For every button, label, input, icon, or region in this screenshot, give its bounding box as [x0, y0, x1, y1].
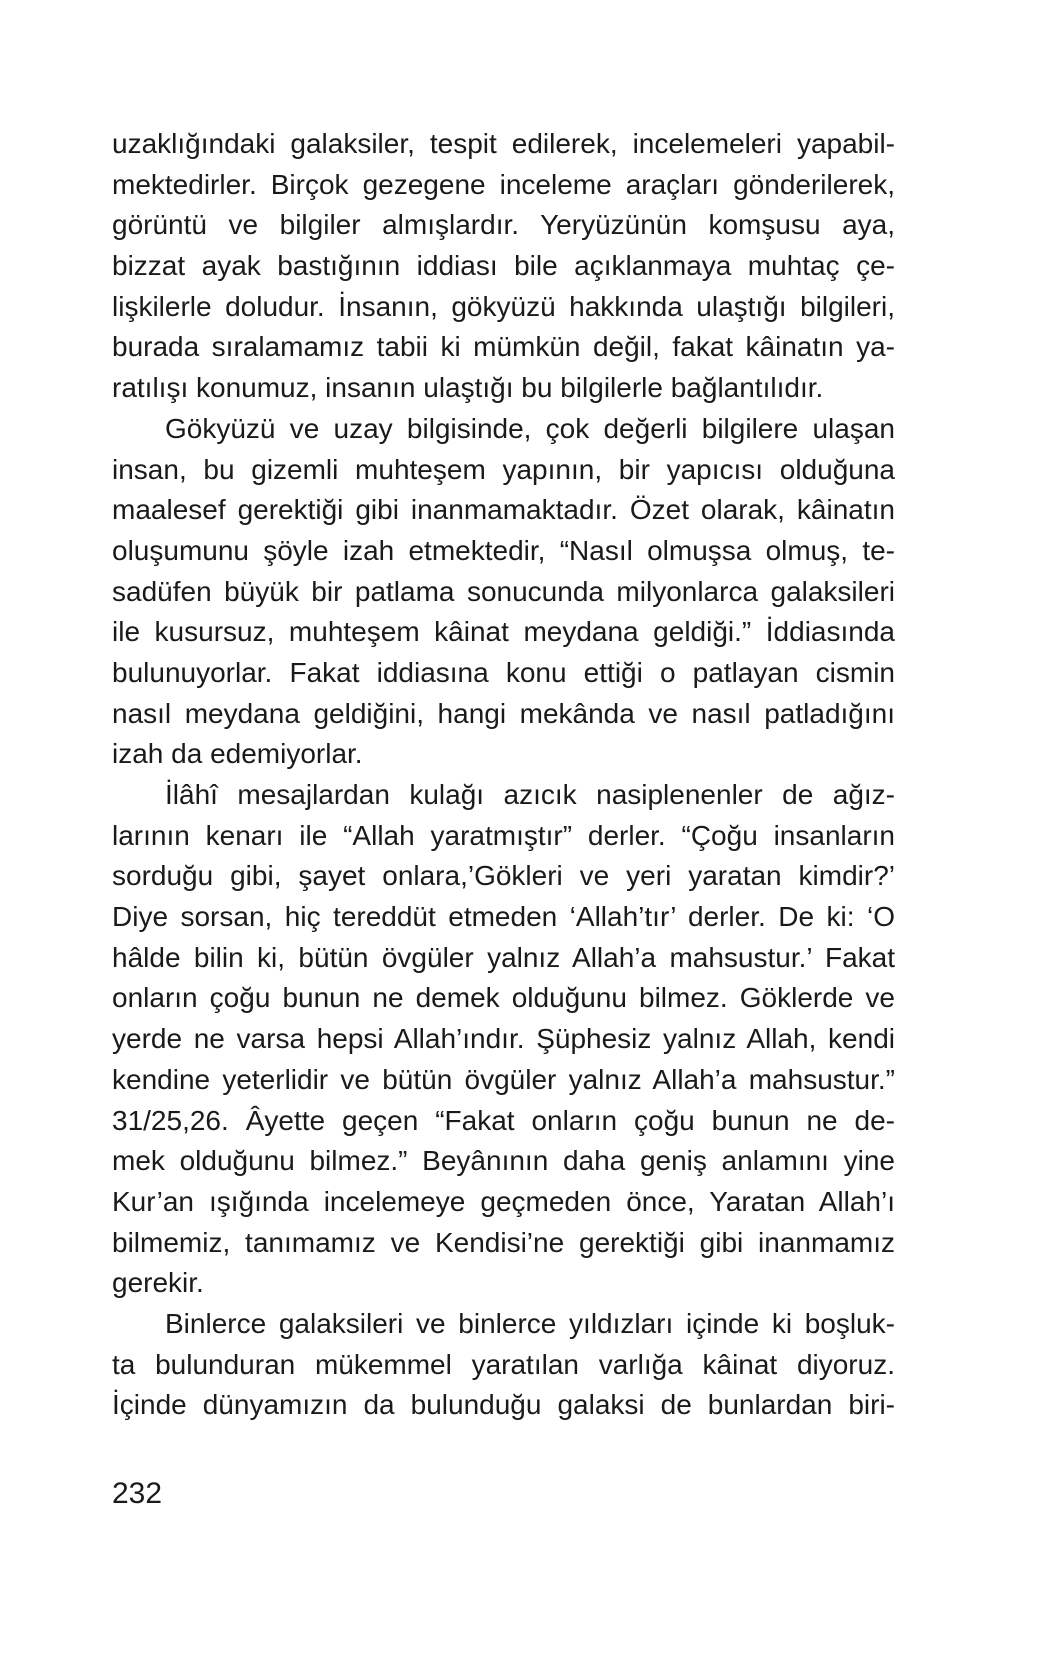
text-line: yerde ne varsa hepsi Allah’ındır. Şüphesiz yalnız Allah, kendi	[112, 1023, 895, 1055]
text-line: oluşumunu şöyle izah etmektedir, “Nasıl olmuşsa olmuş, te-	[112, 534, 895, 566]
paragraph	[112, 1304, 895, 1426]
text-line: görüntü ve bilgiler almışlardır. Yeryüzünün komşusu aya,	[112, 209, 895, 241]
text-line: İlâhî mesajlardan kulağı azıcık nasiplenenler de ağız-	[165, 779, 895, 810]
paragraph	[112, 124, 895, 409]
text-line: 31/25,26. Âyette geçen “Fakat onların çoğu bunun ne de-	[112, 1104, 895, 1136]
text-line: Gökyüzü ve uzay bilgisinde, çok değerli bilgilere ulaşan	[165, 412, 895, 444]
text-line: Binlerce galaksileri ve binlerce yıldızları içinde ki boşluk-	[165, 1307, 895, 1339]
text-line: kendine yeterlidir ve bütün övgüler yalnız Allah’a mahsustur.”	[112, 1063, 895, 1095]
text-line: İçinde dünyamızın da bulunduğu galaksi de bunlardan biri-	[112, 1389, 895, 1421]
text-line: maalesef gerektiği gibi inanmamaktadır. Özet olarak, kâinatın	[112, 494, 895, 526]
text-line: nasıl meydana geldiğini, hangi mekânda ve nasıl patladığını	[112, 697, 895, 729]
text-line: hâlde bilin ki, bütün övgüler yalnız Allah’a mahsustur.’ Fakat	[112, 941, 895, 973]
text-line: ile kusursuz, muhteşem kâinat meydana geldiği.” İddiasında	[112, 616, 895, 648]
text-line: bulunuyorlar. Fakat iddiasına konu ettiği o patlayan cismin	[112, 656, 895, 688]
text-line: uzaklığındaki galaksiler, tespit edilerek, incelemeleri yapabil-	[112, 128, 895, 159]
paragraph	[112, 775, 895, 1304]
page-body	[112, 124, 895, 1426]
text-line: ta bulunduran mükemmel yaratılan varlığa kâinat diyoruz.	[112, 1348, 895, 1380]
text-line: ratılışı konumuz, insanın ulaştığı bu bilgilerle bağlantılıdır.	[112, 372, 824, 404]
text-line: insan, bu gizemli muhteşem yapının, bir yapıcısı olduğuna	[112, 453, 895, 485]
text-line: izah da edemiyorlar.	[112, 738, 363, 770]
text-line: mektedirler. Birçok gezegene inceleme araçları gönderilerek,	[112, 168, 895, 200]
text-line: larının kenarı ile “Allah yaratmıştır” derler. “Çoğu insanların	[112, 819, 895, 851]
text-line: bizzat ayak bastığının iddiası bile açıklanmaya muhtaç çe-	[112, 250, 895, 282]
text-line: gerekir.	[112, 1267, 204, 1299]
text-line: lişkilerle doludur. İnsanın, gökyüzü hakkında ulaştığı bilgileri,	[112, 290, 895, 322]
page-number: 232	[112, 1477, 163, 1510]
text-line: Diye sorsan, hiç tereddüt etmeden ‘Allah’tır’ derler. De ki: ‘O	[112, 901, 895, 933]
text-line: onların çoğu bunun ne demek olduğunu bilmez. Göklerde ve	[112, 982, 895, 1014]
text-line: sadüfen büyük bir patlama sonucunda milyonlarca galaksileri	[112, 575, 895, 607]
text-line: Kur’an ışığında incelemeye geçmeden önce, Yaratan Allah’ı	[112, 1185, 895, 1217]
text-line: burada sıralamamız tabii ki mümkün değil, fakat kâinatın ya-	[112, 331, 895, 363]
paragraph	[112, 409, 895, 775]
text-line: mek olduğunu bilmez.” Beyânının daha geniş anlamını yine	[112, 1145, 895, 1177]
text-line: bilmemiz, tanımamız ve Kendisi’ne gerektiği gibi inanmamız	[112, 1226, 895, 1258]
text-line: sorduğu gibi, şayet onlara,’Gökleri ve yeri yaratan kimdir?’	[112, 860, 895, 892]
